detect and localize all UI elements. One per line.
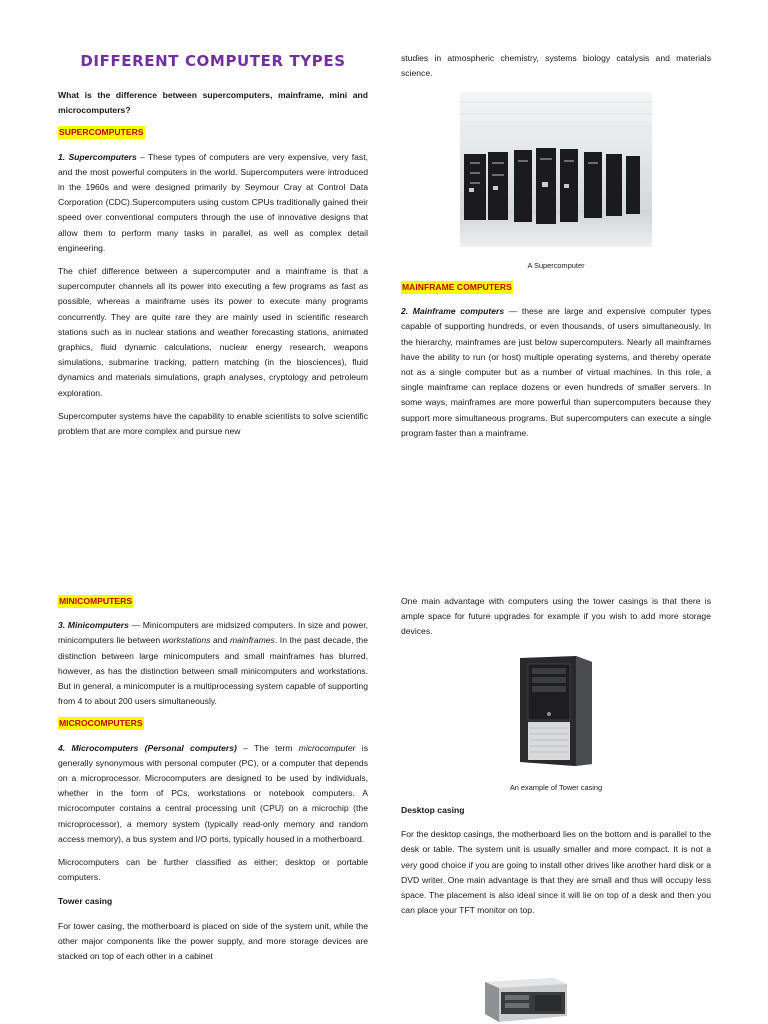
tower-caption: An example of Tower casing: [509, 783, 603, 792]
microcomputers-term: microcomputer: [298, 742, 356, 753]
mainframe-paragraph: [401, 304, 711, 441]
minicomputers-text-3: . In the past decade, the distinction between large minicomputers and small mainframes has blurred, however, as has the distinction between small minicomputers and workstations. But in general, a minicomputer is a multiprocessing system capable of supporting from 4 to about 200 users simultaneously.: [58, 635, 368, 707]
tower-figure: [401, 780, 711, 795]
supercomputer-caption: A Supercomputer: [527, 261, 585, 270]
microcomputers-text-2: is generally synonymous with personal computer (PC), or a computer that depends on a microprocessor. Microcomputers are designed to be used by individuals, whether in the form of PCs, workstations or notebook computers. A microcomputer contains a central processing unit (CPU) on a microchip (the microprocessor), a memory system (typically read-only memory and random access memory), a bus system and I/O ports, typically housed in a motherboard.: [58, 742, 368, 844]
supercomputers-paragraph-2: The chief difference between a supercomputer and a mainframe is that a supercomputer channels all its power into executing a few programs as fast as possible, whereas a mainframe uses its power to execute many programs concurrently. They are quite rare they are mainly used in scientific research stations such as in nuclear stations and weather forecasting stations, animated graphics, fluid dynamic calculations, nuclear energy research, weapons simulations, submarine tracking, pattern matching (in the biosciences), fluid dynamics and materials simulations, graph analyses, cryptology and petroleum exploration.: [58, 266, 368, 398]
minicomputers-text-2: and: [210, 635, 230, 646]
mainframe-lead: 2. Mainframe computers: [401, 306, 505, 317]
minicomputers-lead: 3. Minicomputers: [58, 620, 129, 631]
tower-advantage-paragraph: One main advantage with computers using the tower casings is that there is ample space for future upgrades for example if you wish to add more storage devices.: [401, 596, 711, 637]
tower-pc-photo: [514, 654, 596, 766]
right-column-top: [401, 51, 711, 81]
microcomputers-lead: 4. Microcomputers (Personal computers): [58, 742, 237, 753]
intro-question: What is the difference between supercomputers, mainframe, mini and microcomputers?: [58, 90, 368, 116]
tower-casing-paragraph: For tower casing, the motherboard is placed on side of the system unit, while the other major components like the power supply, and more storage devices are stacked on top of each other in a cabinet: [58, 920, 368, 962]
desktop-casing-heading: Desktop casing: [401, 805, 465, 815]
supercomputer-figure: [401, 258, 711, 273]
left-column-bottom: [58, 594, 368, 964]
minicomputers-text-1: — Minicomputers are midsized computers. In size and power, minicomputers lie between: [58, 620, 369, 646]
microcomputers-text-1: – The term: [236, 742, 299, 753]
supercomputers-text: – These types of computers are very expensive, very fast, and the most powerful computers in the world. Supercomputers were introduced in the 1960s and were designed primarily by Seymour Cray at Control Data Corporation (CDC).Supercomputers using custom CPUs traditionally gained their speed over conventional computers through the use of innovative designs that allow them to perform many tasks in parallel, as well as complex detail engineering.: [58, 151, 368, 253]
supercomputers-paragraph-3: Supercomputer systems have the capability to enable scientists to solve scientific problem that are more complex and pursue new: [58, 410, 368, 437]
right-column-desktop: [401, 803, 711, 918]
supercomputers-lead: 1. Supercomputers: [58, 151, 137, 162]
microcomputers-heading: MICROCOMPUTERS: [59, 718, 143, 729]
supercomputers-paragraph-1: [58, 150, 368, 256]
right-column-bottom: [401, 594, 711, 640]
microcomputers-paragraph-2: Microcomputers can be further classified as either; desktop or portable computers.: [58, 857, 368, 883]
minicomputers-term-workstations: workstations: [162, 635, 211, 646]
mainframe-heading: MAINFRAME COMPUTERS: [402, 282, 512, 292]
minicomputers-heading: MINICOMPUTERS: [59, 596, 133, 606]
page-title: DIFFERENT COMPUTER TYPES: [80, 52, 346, 70]
left-column-top: [58, 88, 368, 439]
minicomputers-term-mainframes: mainframes: [229, 635, 275, 646]
microcomputers-paragraph-1: [58, 741, 368, 847]
desktop-pc-photo: [483, 972, 569, 1024]
supercomputer-photo: [460, 92, 652, 247]
right-column-mainframe: [401, 280, 711, 441]
supercomputers-heading: SUPERCOMPUTERS: [59, 127, 144, 138]
supercomputers-paragraph-3-continued: studies in atmospheric chemistry, systems biology catalysis and materials science.: [401, 53, 711, 79]
mainframe-text: — these are large and expensive computer types capable of supporting hundreds, or even thousands, of users simultaneously. In the hierarchy, mainframes are just below supercomputers. Nearly all mainframes have the ability to run (or host) multiple operating systems, and thereby operate not as a single computer but as a number of virtual machines. In this role, a single mainframe can replace dozens or even hundreds of smaller servers. In some ways, mainframes are more powerful than supercomputers because they support more simultaneous programs. But supercomputers can execute a single program faster than a mainframe.: [401, 306, 711, 438]
tower-casing-heading: Tower casing: [58, 896, 113, 907]
desktop-casing-paragraph: For the desktop casings, the motherboard lies on the bottom and is parallel to the desk or table. The system unit is usually smaller and more compact. It is not a very good choice if you are going to install other drives like another hard disk or a DVD writer. One main advantage is that they are small and thus will occupy less space. The placement is also ideal since it will lie on top of a desk and then you can place your TFT monitor on top.: [401, 829, 711, 916]
minicomputers-paragraph: [58, 618, 368, 709]
